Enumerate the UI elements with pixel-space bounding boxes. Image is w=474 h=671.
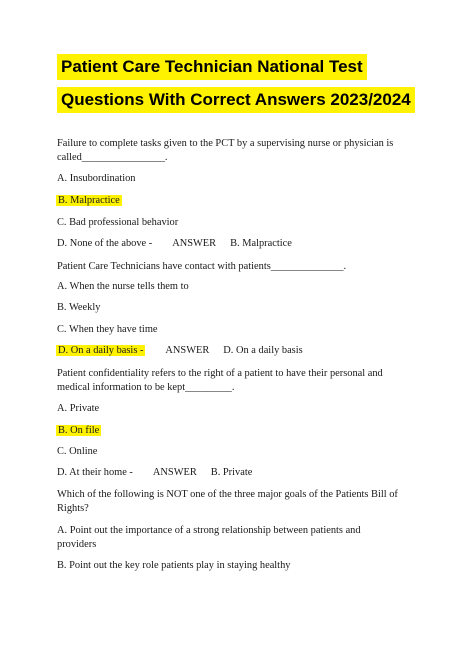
question-4-option-a: A. Point out the importance of a strong relationship between patients and (57, 525, 361, 536)
question-2-option-b: B. Weekly (57, 302, 101, 313)
question-1-option-d-text: D. None of the above - (57, 238, 153, 249)
question-1-option-c: C. Bad professional behavior (57, 217, 179, 228)
question-1-prompt-cont: called________________. (57, 152, 168, 163)
title-line-1: Patient Care Technician National Test (57, 54, 367, 80)
question-3-option-d (57, 466, 252, 480)
question-3-option-d-text: D. At their home - (57, 467, 133, 478)
question-1-option-a: A. Insubordination (57, 173, 136, 184)
question-3-prompt: Patient confidentiality refers to the right of a patient to have their personal and (57, 368, 383, 379)
question-2-option-d (57, 344, 303, 358)
question-1-answer-text: B. Malpractice (230, 238, 292, 249)
document-title (57, 54, 411, 109)
question-3-option-a: A. Private (57, 403, 100, 414)
question-1-answer-label: ANSWER (172, 238, 217, 249)
question-4-option-a-cont: providers (57, 539, 97, 550)
question-4-prompt: Which of the following is NOT one of the three major goals of the Patients Bill of (57, 489, 398, 500)
question-3-option-b (57, 424, 101, 438)
question-3-answer-text: B. Private (210, 467, 253, 478)
question-1-option-d (57, 237, 292, 251)
question-1-option-b (57, 194, 122, 208)
question-3-option-b-highlighted: B. On file (58, 425, 100, 436)
question-4-option-b: B. Point out the key role patients play in staying healthy (57, 560, 291, 571)
question-2-prompt: Patient Care Technicians have contact with patients______________. (57, 261, 347, 272)
title-line-2: Questions With Correct Answers 2023/2024 (57, 87, 415, 113)
question-4-prompt-cont: Rights? (57, 503, 89, 514)
question-3-answer-label: ANSWER (152, 467, 197, 478)
question-1-prompt: Failure to complete tasks given to the PCT by a supervising nurse or physician is (57, 138, 394, 149)
question-2-option-a: A. When the nurse tells them to (57, 281, 189, 292)
question-3-option-c: C. Online (57, 446, 98, 457)
question-2-option-c: C. When they have time (57, 324, 158, 335)
question-2-answer-label: ANSWER (165, 345, 210, 356)
question-1-option-b-highlighted: B. Malpractice (58, 195, 120, 206)
question-2-option-d-highlighted: D. On a daily basis - (58, 345, 144, 356)
question-2-answer-text: D. On a daily basis (223, 345, 303, 356)
question-3-prompt-cont: medical information to be kept_________. (57, 382, 235, 393)
